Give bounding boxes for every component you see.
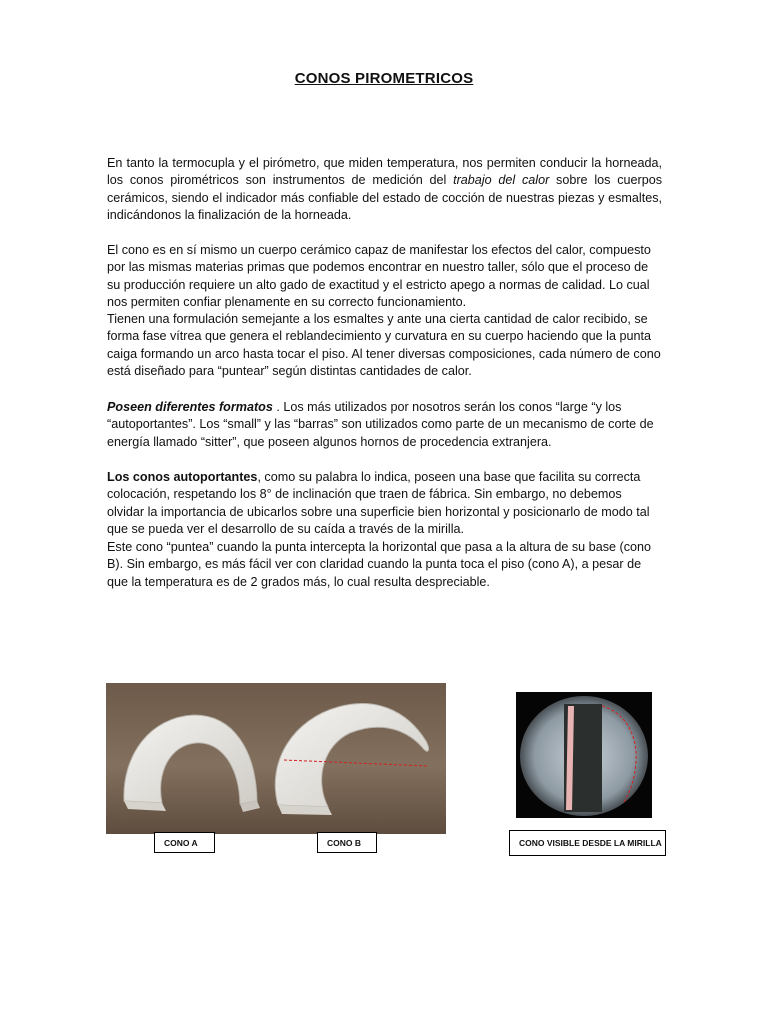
paragraph-puntea: Este cono “puntea” cuando la punta intercepta la horizontal que pasa a la altura de su base (cono B). Sin embargo, es más fácil ver con claridad cuando la punta toca el piso (cono A), a pesar de que la temperatura es de 2 grados más, lo cual resulta despreciable. [107,540,651,589]
paragraph-cone-definition-b: Tienen una formulación semejante a los esmaltes y ante una cierta cantidad de calor recibido, se forma fase vítrea que genera el reblandecimiento y curvatura en su cuerpo haciendo que la punta caiga formando un arco hasta tocar el piso. Al tener diversas composiciones, cada número de cono está diseñado para “puntear” según distintas cantidades de calor. [107,312,661,379]
paragraph-intro-text-a: En tanto la termocupla y el pirómetro, que miden temperatura, nos permiten conducir la horneada, los conos pirométricos son instrumentos de medición del [107,156,662,188]
peephole-photo [516,692,652,818]
paragraph-formats-text: . Los más utilizados por nosotros serán los conos “large “y los “autoportantes”. Los “small” y las “barras” son utilizados como parte de un mecanismo de corte de energía llamado “sitter”, que poseen algunos hornos de procedencia extranjera. [107,400,654,449]
paragraph-formats-lead: Poseen diferentes formatos [107,400,273,414]
paragraph-formats [107,399,662,451]
paragraph-intro-text-b: sobre los cuerpos cerámicos, siendo el indicador más confiable del estado de cocción de nuestras piezas y esmaltes, indicándonos la finalización de la horneada. [107,173,663,222]
caption-cono-b: CONO B [317,832,377,853]
cones-photo [106,683,446,834]
paragraph-autoportantes [107,469,662,538]
paragraph-cone-definition [107,242,662,380]
paragraph-cone-definition-a: El cono es en sí mismo un cuerpo cerámico capaz de manifestar los efectos del calor, compuesto por las mismas materias primas que podemos encontrar en nuestro taller, sólo que el proceso de su producción requiere un alto gado de exactitud y el estricto apego a normas de calidad. Lo cual nos permiten confiar plenamente en su correcto funcionamiento. [107,243,651,309]
paragraph-intro-italic: trabajo del calor [453,173,550,188]
paragraph-autoportantes-text: , como su palabra lo indica, poseen una base que facilita su correcta colocación, respetando los 8° de inclinación que traen de fábrica. Sin embargo, no debemos olvidar la importancia de ubicarlos sobre una superficie bien horizontal y posicionarlo de modo tal que se pueda ver el desarrollo de su caída a través de la mirilla. [107,470,650,536]
paragraph-intro [107,155,662,224]
paragraph-autoportantes-lead: Los conos autoportantes [107,470,258,484]
caption-mirilla: CONO VISIBLE DESDE LA MIRILLA [509,830,666,856]
document-title: CONOS PIROMETRICOS [294,70,474,87]
caption-cono-a: CONO A [154,832,215,853]
